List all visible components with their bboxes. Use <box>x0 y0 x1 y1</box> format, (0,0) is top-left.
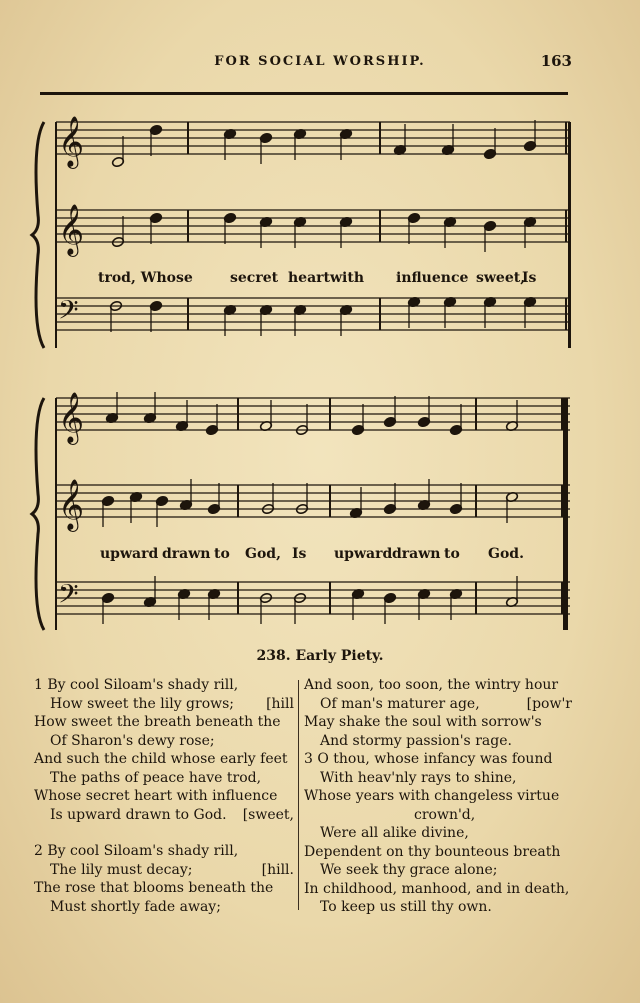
system-brace <box>32 122 44 348</box>
verse-line <box>304 695 572 714</box>
verse-line-text: 1 By cool Siloam's shady rill, <box>34 677 239 693</box>
verse-line <box>34 842 294 861</box>
treble-clef-icon: 𝄞 <box>58 392 85 443</box>
lyric: to <box>214 546 230 562</box>
verse-line-text: The lily must decay; <box>50 861 193 878</box>
verse-line-text: Whose secret heart with influence <box>34 788 278 804</box>
bass-clef-icon: 𝄢 <box>58 578 79 616</box>
verse-line <box>304 713 572 732</box>
verse-line-text: Must shortly fade away; <box>50 898 221 915</box>
verse-line-text: 3 O thou, whose infancy was found <box>304 751 553 767</box>
bass-clef-icon: 𝄢 <box>58 294 79 332</box>
verse-line-text: Of Sharon's dewy rose; <box>50 732 215 749</box>
verse-line-text: We seek thy grace alone; <box>320 862 498 878</box>
verse-line <box>304 769 572 788</box>
verse-line <box>34 824 294 842</box>
verse-line-text: And stormy passion's rage. <box>320 732 512 749</box>
final-bar <box>568 122 571 348</box>
music-system-2 <box>0 380 640 640</box>
verse-line <box>304 787 572 806</box>
verse-line-text: crown'd, <box>414 806 476 823</box>
lyric: drawn <box>162 546 211 562</box>
verse-line-text: The paths of peace have trod, <box>50 769 262 786</box>
verse-line <box>304 880 572 899</box>
lyric: upward <box>100 546 159 562</box>
verse-line-text: Of man's maturer age, <box>320 695 480 712</box>
verse-line-text: To keep us still thy own. <box>320 899 492 915</box>
lyric: with <box>330 270 365 286</box>
verse-line <box>34 769 294 788</box>
verse-line <box>304 861 572 880</box>
lyric: trod, Whose <box>98 270 193 286</box>
verse-line <box>304 676 572 695</box>
verse-line-carryover: [pow'r <box>526 695 572 712</box>
verse-line-carryover: [hill. <box>261 861 294 878</box>
lyric: Is <box>522 270 537 286</box>
verse-column-right <box>304 676 572 917</box>
lyric: God, <box>245 546 281 562</box>
running-header: FOR SOCIAL WORSHIP. <box>214 54 426 69</box>
music-system-1 <box>0 100 640 360</box>
verse-line-text: And such the child whose early feet <box>34 751 288 767</box>
lyric: influence <box>396 270 469 286</box>
verse-line <box>34 676 294 695</box>
hymn-title: 238. Early Piety. <box>256 648 384 664</box>
verse-line-text: How sweet the breath beneath the <box>34 714 281 730</box>
verse-line <box>34 750 294 769</box>
verse-line-text: How sweet the lily grows; <box>50 695 235 712</box>
verse-line-text: In childhood, manhood, and in death, <box>304 880 570 897</box>
verse-line <box>304 843 572 862</box>
verse-column-left <box>34 676 294 916</box>
verse-line <box>34 806 294 825</box>
verse-line <box>304 750 572 769</box>
verse-line-text: Whose years with changeless virtue <box>304 788 560 804</box>
verse-line <box>34 695 294 714</box>
lyric: drawn <box>392 546 441 562</box>
verse-line <box>34 898 294 917</box>
verse-line <box>34 732 294 751</box>
verse-line-text: The rose that blooms beneath the <box>34 880 274 896</box>
lyric: Is <box>292 546 307 562</box>
verse-line-carryover: [sweet, <box>242 806 294 823</box>
verse-line-text: And soon, too soon, the wintry hour <box>304 677 559 693</box>
verse-line-text: May shake the soul with sorrow's <box>304 714 542 730</box>
verse-line <box>304 806 572 825</box>
verse-line <box>304 732 572 751</box>
verse-line <box>34 861 294 880</box>
page-number: 163 <box>540 52 572 70</box>
verse-line <box>304 898 572 917</box>
verse-line-text: With heav'nly rays to shine, <box>320 769 517 786</box>
verse-line <box>34 879 294 898</box>
verse-line-carryover: [hill <box>266 695 294 712</box>
lyric: God. <box>488 546 524 562</box>
lyric: secret <box>230 270 279 286</box>
verse-line <box>34 713 294 732</box>
treble-clef-icon: 𝄞 <box>58 204 85 255</box>
verse-line <box>34 787 294 806</box>
final-bar <box>563 398 568 630</box>
verse-line <box>304 824 572 843</box>
treble-clef-icon: 𝄞 <box>58 116 85 167</box>
column-divider <box>298 680 299 910</box>
header-rule <box>40 92 568 95</box>
verse-line-text: Is upward drawn to God. <box>50 806 227 823</box>
verse-line-text: Were all alike divine, <box>320 825 469 841</box>
lyric: sweet, <box>476 270 526 286</box>
treble-clef-icon: 𝄞 <box>58 479 85 530</box>
verse-line-text: 2 By cool Siloam's shady rill, <box>34 843 239 859</box>
lyric: heart <box>288 270 330 286</box>
system-brace <box>32 398 44 630</box>
lyric: to <box>444 546 460 562</box>
verse-line-text: Dependent on thy bounteous breath <box>304 843 561 860</box>
lyric: upward <box>334 546 393 562</box>
